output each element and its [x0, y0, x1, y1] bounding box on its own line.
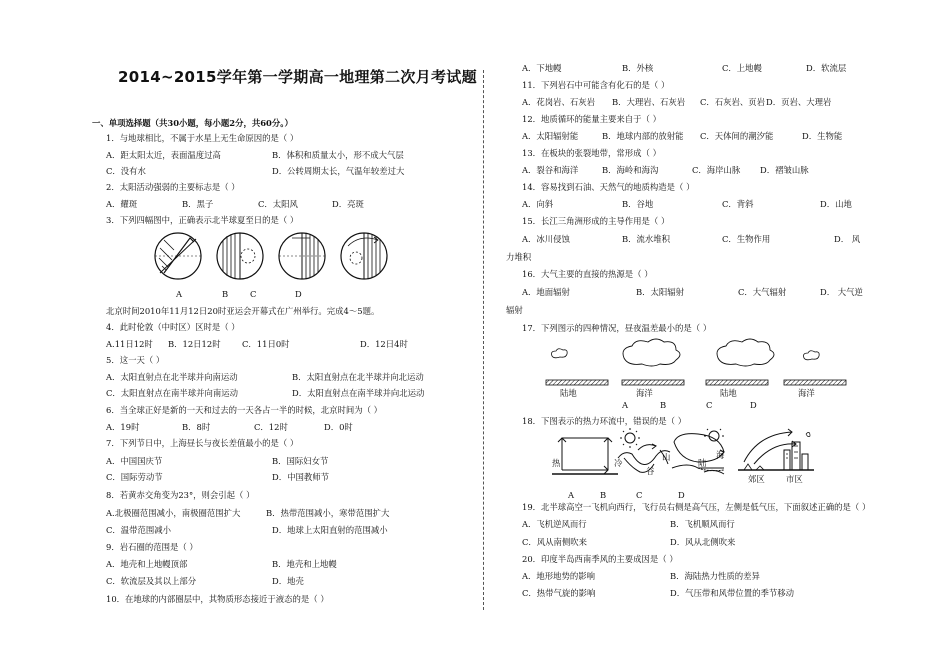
q10-option-a: A．下地幔 — [522, 63, 562, 73]
q18-mountain-label: 山 — [662, 452, 671, 462]
q19-option-d: D．风从北侧吹来 — [670, 537, 736, 547]
q10-option-b: B．外核 — [622, 63, 654, 73]
q17-label-d: D — [750, 400, 757, 410]
q1-option-c: C．没有水 — [106, 166, 146, 176]
q13-option-d: D．褶皱山脉 — [760, 165, 809, 175]
q17-label-b: B — [660, 400, 667, 410]
q14-option-c: C．背斜 — [722, 199, 754, 209]
q14-option-b: B．谷地 — [622, 199, 654, 209]
q3-diagram-a — [155, 233, 201, 279]
section-heading: 一、单项选择题（共30小题，每小题2分，共60分。） — [92, 118, 293, 128]
q9-option-b: B．地壳和上地幔 — [272, 559, 337, 569]
q20-option-b: B．海陆热力性质的差异 — [670, 571, 760, 581]
q17-land-label-2: 陆地 — [720, 388, 737, 398]
q14-stem: 14．容易找到石油、天然气的地质构造是（ ） — [522, 182, 695, 192]
q5-stem: 5．这一天（ ） — [106, 355, 165, 365]
q9-option-d: D．地壳 — [272, 576, 304, 586]
q17-label-c: C — [706, 400, 713, 410]
q20-option-c: C．热带气旋的影响 — [522, 588, 596, 598]
q3-label-b: B — [222, 289, 229, 299]
q3-diagram-b — [217, 233, 263, 279]
q10-option-c: C．上地幔 — [722, 63, 762, 73]
q14-option-a: A．向斜 — [522, 199, 554, 209]
q17-cloud-small — [552, 349, 820, 360]
q17-cloud-large — [623, 339, 774, 366]
q15-option-a: A．冰川侵蚀 — [522, 234, 570, 244]
q16-stem: 16．大气主要的直接的热源是（ ） — [522, 269, 653, 279]
q6-option-d: D．0时 — [324, 422, 353, 432]
q7-option-d: D．中国教师节 — [272, 472, 329, 482]
q4-stem: 4．此时伦敦（中时区）区时是（ ） — [106, 322, 240, 332]
q18-diagram-b — [618, 428, 670, 472]
q3-label-c: C — [250, 289, 257, 299]
q2-option-a: A．耀斑 — [106, 199, 138, 209]
q18-label-c: C — [636, 490, 643, 500]
q2-option-b: B．黑子 — [182, 199, 214, 209]
q18-stem: 18．下图表示的热力环流中，错误的是（ ） — [522, 416, 687, 426]
q10-option-d: D．软流层 — [806, 63, 847, 73]
q16-option-a: A．地面辐射 — [522, 287, 570, 297]
q17-stem: 17．下列图示的四种情况，昼夜温差最小的是（ ） — [522, 323, 712, 333]
q18-hot-label: 热 — [552, 458, 561, 468]
q8-option-c: C．温带范围减小 — [106, 525, 172, 535]
q8-option-d: D．地球上太阳直射的范围减小 — [272, 525, 388, 535]
q18-suburb-label: 郊区 — [748, 474, 765, 484]
q1-option-d: D．公转周期太长，气温年较差过大 — [272, 166, 405, 176]
q3-label-a: A — [176, 289, 183, 299]
q11-stem: 11．下列岩石中可能含有化石的是（ ） — [522, 80, 670, 90]
q18-label-a: A — [568, 490, 575, 500]
q7-option-b: B．国际妇女节 — [272, 456, 329, 466]
q18-cold-label: 冷 — [614, 458, 623, 468]
q20-stem: 20．印度半岛西南季风的主要成因是（ ） — [522, 554, 678, 564]
q8-option-b: B．热带范围减小，寒带范围扩大 — [266, 508, 390, 518]
q5-option-d: D．太阳直射点在南半球并向北运动 — [292, 388, 425, 398]
q1-option-a: A．距太阳太近，表面温度过高 — [106, 150, 221, 160]
q7-option-c: C．国际劳动节 — [106, 472, 163, 482]
q17-land-label-1: 陆地 — [560, 388, 577, 398]
q13-stem: 13．在板块的张裂地带，常形成（ ） — [522, 148, 661, 158]
q1-option-b: B．体积和质量太小，形不成大气层 — [272, 150, 404, 160]
q11-option-c: C．石灰岩、页岩 — [700, 97, 766, 107]
column-divider — [483, 70, 484, 610]
q9-stem: 9．岩石圈的范围是（ ） — [106, 542, 198, 552]
q2-stem: 2．太阳活动强弱的主要标志是（ ） — [106, 182, 240, 192]
q11-option-a: A．花岗岩、石灰岩 — [522, 97, 596, 107]
q2-option-d: D．亮斑 — [332, 199, 364, 209]
q14-option-d: D．山地 — [820, 199, 852, 209]
q18-land-label: 陆 — [698, 458, 707, 468]
q8-stem: 8．若黄赤交角变为23°，则会引起（ ） — [106, 490, 255, 500]
q7-option-a: A．中国国庆节 — [106, 456, 163, 466]
q12-option-c: C．天体间的潮汐能 — [700, 131, 774, 141]
q3-earth-illumination-figure — [150, 228, 400, 286]
q3-diagram-c — [279, 233, 325, 279]
q12-option-a: A．太阳辐射能 — [522, 131, 579, 141]
q6-option-c: C．12时 — [254, 422, 288, 432]
q15-option-d-wrap: 力堆积 — [506, 252, 532, 262]
q5-option-b: B．太阳直射点在北半球并向北运动 — [292, 372, 424, 382]
q12-option-d: D．生物能 — [802, 131, 843, 141]
q2-option-c: C．太阳风 — [258, 199, 298, 209]
q3-diagram-d — [341, 233, 387, 279]
q13-option-a: A．裂谷和海洋 — [522, 165, 579, 175]
q19-stem: 19．北半球高空一飞机向西行，飞行员右侧是高气压，左侧是低气压，下面叙述正确的是（ ） — [522, 502, 871, 512]
q15-stem: 15．长江三角洲形成的主导作用是（ ） — [522, 216, 670, 226]
q13-option-b: B．海岭和海沟 — [602, 165, 659, 175]
q5-option-c: C．太阳直射点在南半球并向南运动 — [106, 388, 239, 398]
q11-option-d: D．页岩、大理岩 — [766, 97, 832, 107]
q7-stem: 7．下列节日中，上海昼长与夜长差值最小的是（ ） — [106, 438, 299, 448]
q3-label-d: D — [295, 289, 302, 299]
q11-option-b: B．大理岩、石灰岩 — [612, 97, 686, 107]
q17-label-a: A — [622, 400, 629, 410]
q3-stem: 3．下列四幅图中，正确表示北半球夏至日的是（ ） — [106, 215, 299, 225]
q9-option-c: C．软流层及其以上部分 — [106, 576, 197, 586]
q8-option-a: A.北极圈范围减小，南极圈范围扩大 — [106, 508, 241, 518]
q15-option-c: C．生物作用 — [722, 234, 771, 244]
q4-option-c: C．11日0时 — [242, 339, 290, 349]
q16-option-b: B．太阳辐射 — [636, 287, 685, 297]
q16-option-d-wrap: 辐射 — [506, 305, 523, 315]
q16-option-d: D． 大气逆 — [820, 287, 863, 297]
q17-sea-label-1: 海洋 — [636, 388, 653, 398]
q13-option-c: C．海岸山脉 — [692, 165, 741, 175]
q10-stem: 10．在地球的内部圈层中，其物质形态接近于液态的是（ ） — [106, 594, 329, 604]
q6-option-a: A．19时 — [106, 422, 140, 432]
q9-option-a: A．地壳和上地幔顶部 — [106, 559, 188, 569]
q4-option-b: B．12日12时 — [168, 339, 221, 349]
q18-diagram-a — [552, 438, 618, 474]
q15-option-b: B．流水堆积 — [622, 234, 671, 244]
q17-ground-bars — [546, 380, 846, 385]
q18-sea-label: 海 — [716, 450, 725, 460]
q15-option-d: D． 风 — [834, 234, 861, 244]
q4-option-d: D．12日4时 — [360, 339, 408, 349]
exam-title: 2014~2015学年第一学期高一地理第二次月考试题 — [118, 68, 477, 86]
q1-stem: 1．与地球相比，不属于水星上无生命原因的是（ ） — [106, 133, 299, 143]
q19-option-a: A．飞机逆风而行 — [522, 519, 587, 529]
q18-city-label: 市区 — [786, 474, 803, 484]
q6-stem: 6．当全球正好是新的一天和过去的一天各占一半的时候，北京时间为（ ） — [106, 405, 382, 415]
q20-option-a: A．地形地势的影响 — [522, 571, 596, 581]
q5-option-a: A．太阳直射点在北半球并向南运动 — [106, 372, 238, 382]
q6-option-b: B．8时 — [182, 422, 211, 432]
q18-label-b: B — [600, 490, 607, 500]
q18-label-d: D — [678, 490, 685, 500]
q18-valley-label: 谷 — [646, 466, 655, 476]
q20-option-d: D．气压带和风带位置的季节移动 — [670, 588, 794, 598]
q19-option-b: B．飞机顺风而行 — [670, 519, 735, 529]
q12-option-b: B．地球内部的放射能 — [602, 131, 684, 141]
q19-option-c: C．风从南侧吹来 — [522, 537, 588, 547]
q18-diagram-d — [738, 429, 814, 470]
q16-option-c: C．大气辐射 — [738, 287, 787, 297]
q4-5-intro: 北京时间2010年11月12日20时亚运会开幕式在广州举行。完成4～5题。 — [106, 306, 380, 316]
q17-sea-label-2: 海洋 — [798, 388, 815, 398]
q12-stem: 12．地质循环的能量主要来自于（ ） — [522, 114, 661, 124]
q4-option-a: A.11日12时 — [106, 339, 153, 349]
